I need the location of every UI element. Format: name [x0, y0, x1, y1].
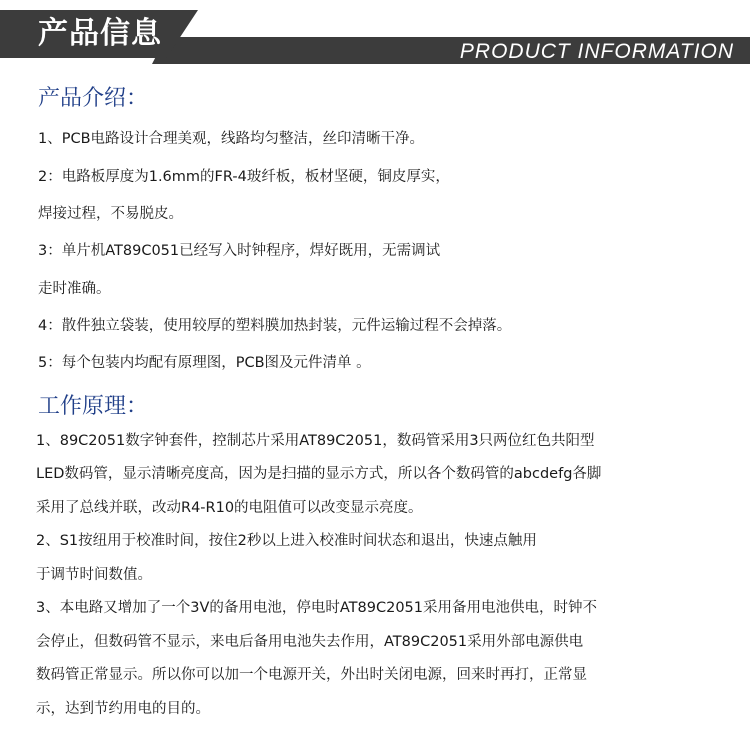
intro-line-3: 焊接过程，不易脱皮。 [38, 206, 183, 222]
intro-line-7: 5：每个包装内均配有原理图，PCB图及元件清单 。 [38, 355, 371, 371]
banner-subtitle: PRODUCT INFORMATION [459, 40, 734, 63]
principle-line-5: 于调节时间数值。 [36, 567, 152, 583]
intro-line-5: 走时准确。 [38, 281, 111, 297]
principle-line-9: 示，达到节约用电的目的。 [36, 701, 210, 717]
principle-line-4: 2、S1按纽用于校准时间，按住2秒以上进入校准时间状态和退出，快速点触用 [36, 533, 537, 549]
intro-line-2: 2：电路板厚度为1.6mm的FR-4玻纤板，板材坚硬，铜皮厚实， [38, 169, 450, 185]
intro-heading: 产品介绍： [38, 86, 149, 111]
principle-line-7: 会停止，但数码管不显示，来电后备用电池失去作用，AT89C2051采用外部电源供电 [36, 634, 584, 650]
principle-line-2: LED数码管，显示清晰亮度高，因为是扫描的显示方式，所以各个数码管的abcdefg各脚 [36, 466, 602, 482]
principle-heading: 工作原理： [38, 394, 149, 419]
principle-line-8: 数码管正常显示。所以你可以加一个电源开关，外出时关闭电源，回来时再打，正常显 [36, 667, 587, 683]
intro-line-1: 1、PCB电路设计合理美观，线路均匀整洁，丝印清晰干净。 [38, 131, 425, 147]
principle-line-6: 3、本电路又增加了一个3V的备用电池，停电时AT89C2051采用备用电池供电，时钟不 [36, 600, 597, 616]
intro-line-6: 4：散件独立袋装，使用较厚的塑料膜加热封装，元件运输过程不会掉落。 [38, 318, 512, 334]
principle-line-3: 采用了总线并联，改动R4-R10的电阻值可以改变显示亮度。 [36, 500, 423, 516]
principle-line-1: 1、89C2051数字钟套件，控制芯片采用AT89C2051，数码管采用3只两位红色共阳型 [36, 433, 595, 449]
intro-line-4: 3：单片机AT89C051已经写入时钟程序，焊好既用，无需调试 [38, 243, 441, 259]
banner-title: 产品信息 [38, 16, 162, 51]
header-banner [0, 0, 750, 80]
